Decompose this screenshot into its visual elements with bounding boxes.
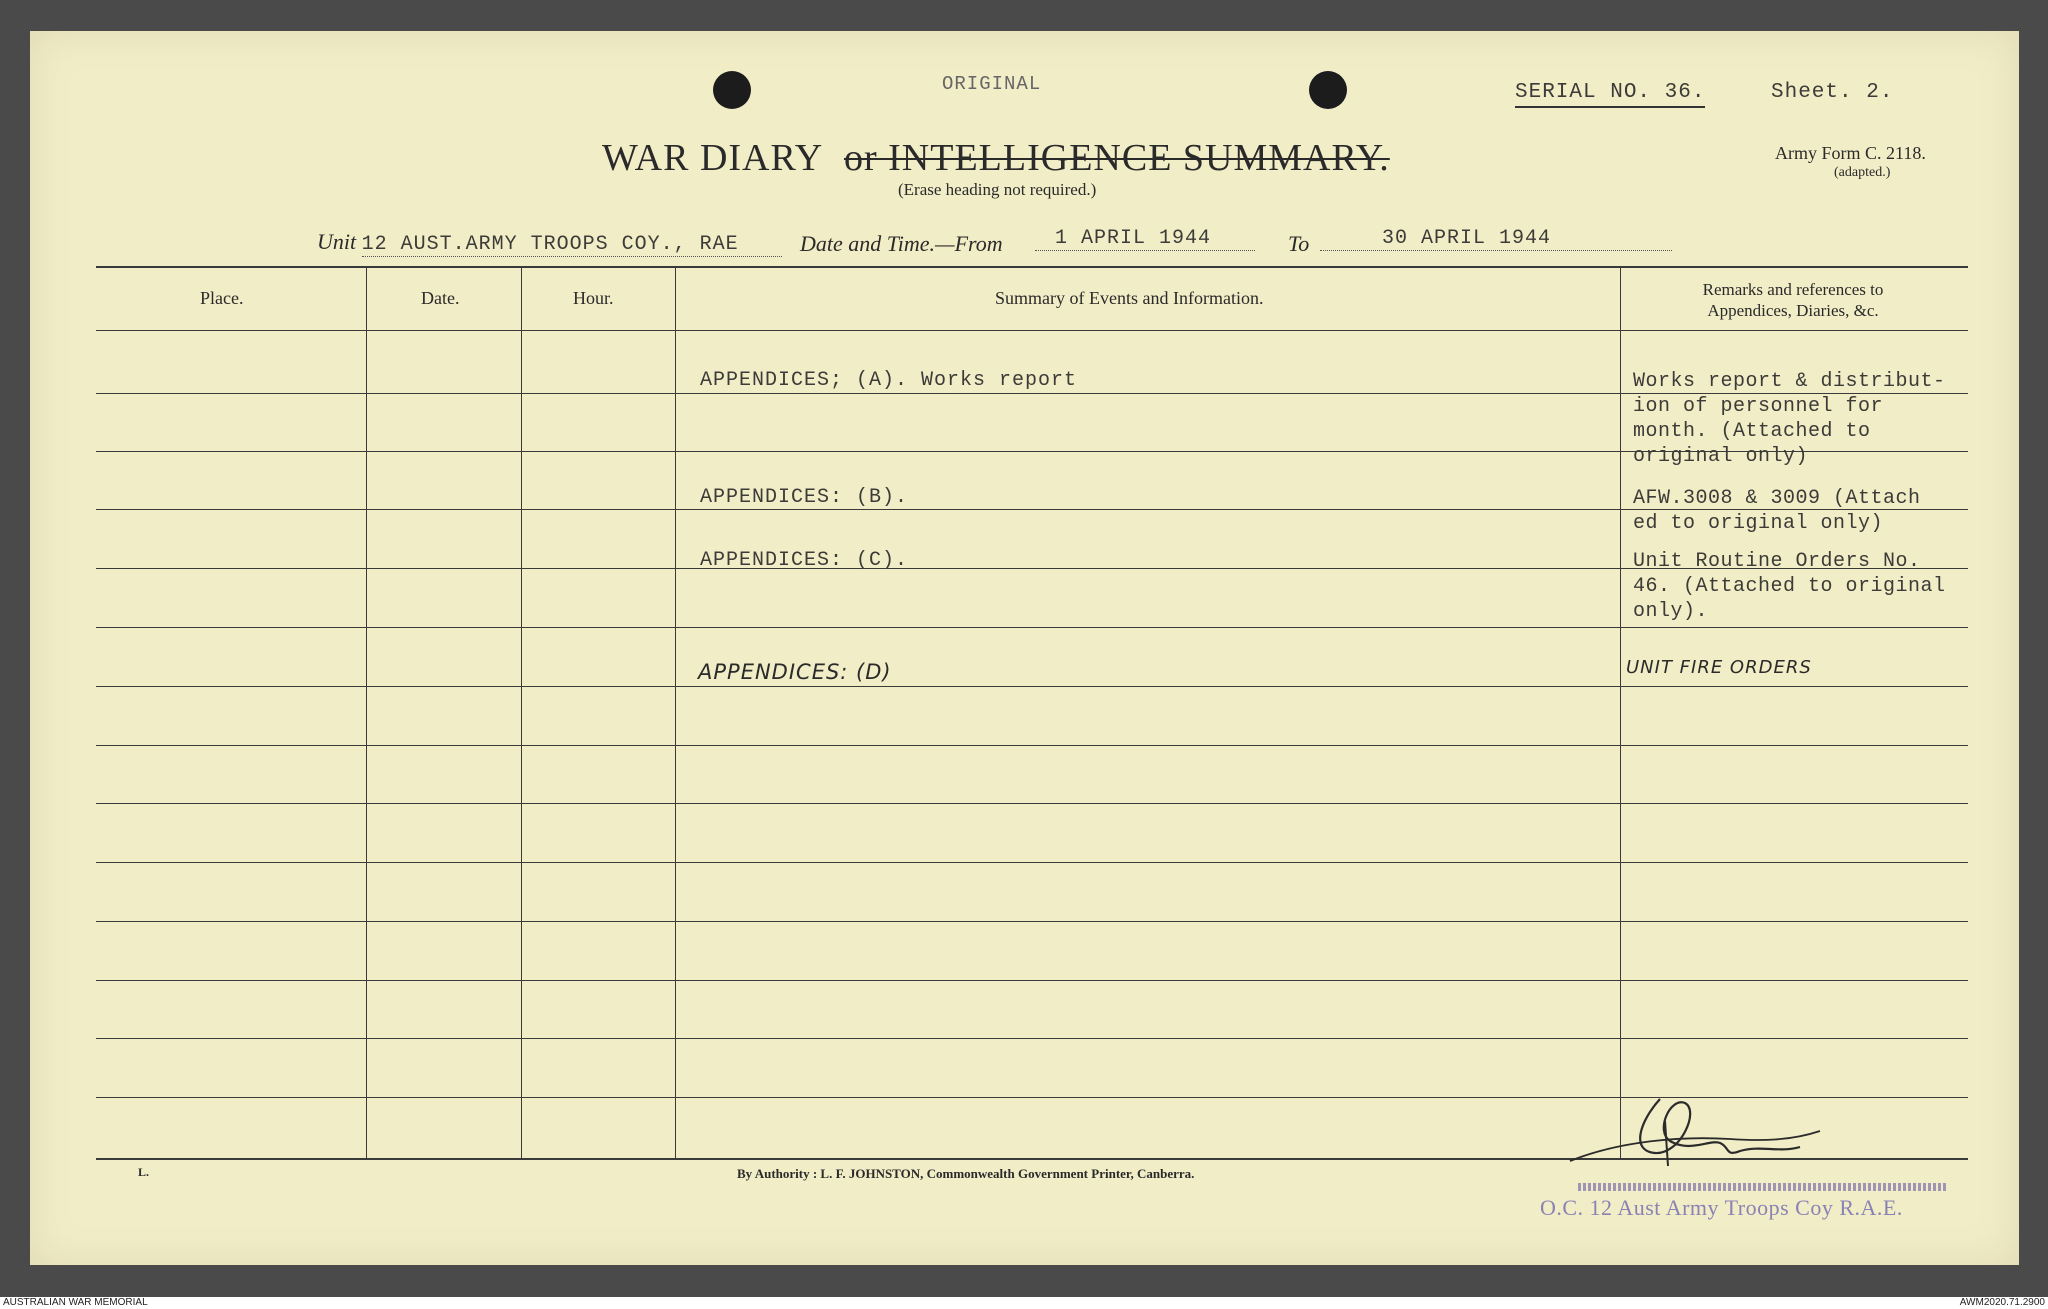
row-rule xyxy=(96,686,1968,687)
row-rule xyxy=(96,980,1968,981)
title-intelligence-summary: or INTELLIGENCE SUMMARY. xyxy=(844,137,1390,179)
diary-page xyxy=(30,31,2019,1265)
from-date: 1 APRIL 1944 xyxy=(1035,227,1255,251)
form-code-mark: L. xyxy=(138,1165,150,1179)
remarks-header-line: Appendices, Diaries, &c. xyxy=(1707,301,1879,320)
to-label: To xyxy=(1288,231,1310,256)
sheet-number: Sheet. 2. xyxy=(1771,81,1894,104)
remarks-line: original only) xyxy=(1633,445,1809,468)
punch-hole-left xyxy=(713,71,751,109)
row-rule xyxy=(96,1038,1968,1039)
archive-id: AWM2020.71.2900 xyxy=(1959,1297,2045,1308)
adapted-label: (adapted.) xyxy=(1834,165,1891,180)
entry-remarks-b xyxy=(1633,486,1921,536)
entry-summary-d: APPENDICES: (D) xyxy=(698,660,892,684)
archive-name: AUSTRALIAN WAR MEMORIAL xyxy=(3,1297,148,1308)
archive-footer xyxy=(0,1297,2048,1309)
entry-summary-c: APPENDICES: (C). xyxy=(700,549,909,572)
column-divider xyxy=(366,267,367,1158)
punch-hole-right xyxy=(1309,71,1347,109)
table-top-rule xyxy=(96,266,1968,268)
original-stamp: ORIGINAL xyxy=(942,73,1042,95)
unit-label: Unit xyxy=(317,229,357,254)
remarks-line: only). xyxy=(1633,600,1709,623)
column-divider xyxy=(675,267,676,1158)
row-rule xyxy=(96,803,1968,804)
erase-heading-note: (Erase heading not required.) xyxy=(898,180,1097,199)
column-divider xyxy=(1620,267,1621,1158)
date-time-label: Date and Time.—From xyxy=(800,231,1003,256)
column-header-place: Place. xyxy=(200,288,244,308)
remarks-line: 46. (Attached to original xyxy=(1633,575,1946,598)
column-header-date: Date. xyxy=(421,288,460,308)
stamp-underline xyxy=(1578,1183,1948,1191)
remarks-line: month. (Attached to xyxy=(1633,420,1871,443)
row-rule xyxy=(96,862,1968,863)
column-header-hour: Hour. xyxy=(573,288,614,308)
entry-remarks-d: UNIT FIRE ORDERS xyxy=(1626,657,1812,678)
column-header-summary: Summary of Events and Information. xyxy=(995,288,1264,308)
printer-authority: By Authority : L. F. JOHNSTON, Commonwealth Government Printer, Canberra. xyxy=(737,1166,1195,1181)
signature-icon xyxy=(1560,1091,1840,1181)
row-rule xyxy=(96,745,1968,746)
entry-remarks-c xyxy=(1633,549,1946,624)
column-divider xyxy=(521,267,522,1158)
title-war-diary: WAR DIARY xyxy=(602,137,824,179)
remarks-header-line: Remarks and references to xyxy=(1702,280,1884,299)
entry-remarks-a xyxy=(1633,369,1946,469)
remarks-line: Works report & distribut- xyxy=(1633,370,1946,393)
to-date: 30 APRIL 1944 xyxy=(1320,227,1672,251)
remarks-line: AFW.3008 & 3009 (Attach xyxy=(1633,487,1921,510)
unit-line xyxy=(317,229,782,257)
entry-summary-b: APPENDICES: (B). xyxy=(700,486,909,509)
remarks-line: ion of personnel for xyxy=(1633,395,1884,418)
remarks-line: Unit Routine Orders No. xyxy=(1633,550,1921,573)
row-rule xyxy=(96,627,1968,628)
unit-stamp: O.C. 12 Aust Army Troops Coy R.A.E. xyxy=(1540,1195,1903,1220)
serial-number: SERIAL NO. 36. xyxy=(1515,81,1705,108)
entry-summary-a: APPENDICES; (A). Works report xyxy=(700,369,1078,392)
army-form-label: Army Form C. 2118. xyxy=(1775,143,1926,163)
row-rule xyxy=(96,330,1968,331)
row-rule xyxy=(96,921,1968,922)
remarks-line: ed to original only) xyxy=(1633,512,1884,535)
unit-value: 12 AUST.ARMY TROOPS COY., RAE xyxy=(362,233,782,257)
column-header-remarks xyxy=(1628,279,1958,321)
